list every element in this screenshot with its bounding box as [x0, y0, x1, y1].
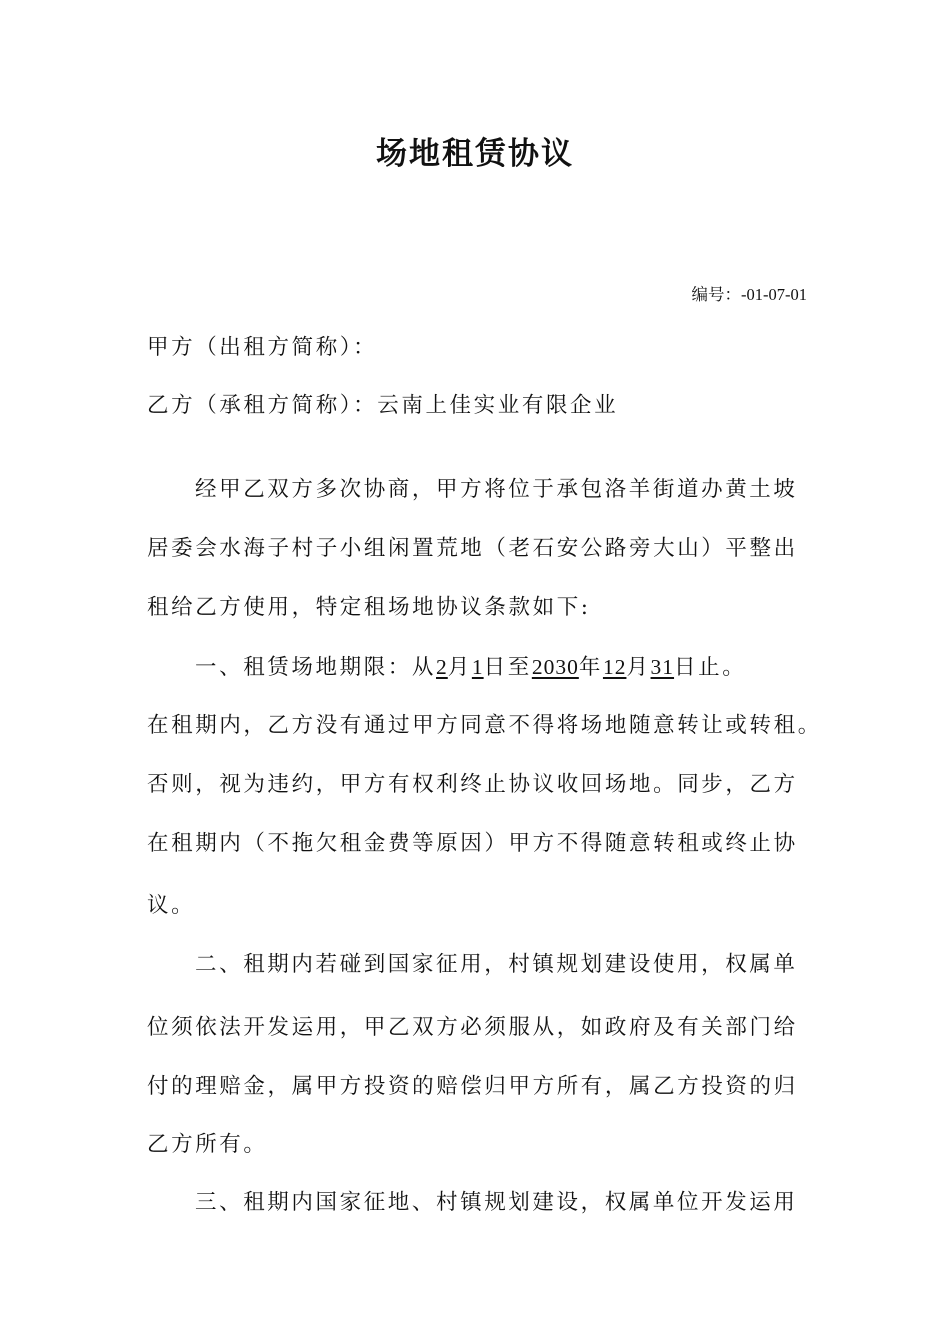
intro-line: 经甲乙双方多次协商，甲方将位于承包洛羊街道办黄土坡 [195, 477, 798, 502]
clause-2-line: 位须依法开发运用，甲乙双方必须服从，如政府及有关部门给 [147, 1015, 798, 1040]
clause-1-text: 月 [626, 655, 651, 680]
clause-1-line: 在租期内（不拖欠租金费等原因）甲方不得随意转租或终止协 [147, 831, 798, 856]
clause-1-prefix: 一、租赁场地期限：从 [195, 655, 437, 680]
party-a-line: 甲方（出租方简称）： [147, 335, 378, 360]
intro-line: 居委会水海子村子小组闲置荒地（老石安公路旁大山）平整出 [147, 536, 798, 561]
end-month-value: 12 [602, 655, 627, 679]
start-day-value: 1 [471, 655, 484, 679]
clause-1-text: 日至 [483, 655, 532, 680]
clause-1-term-line [195, 652, 875, 683]
clause-3-line: 三、租期内国家征地、村镇规划建设，权属单位开发运用 [195, 1190, 798, 1215]
clause-1-suffix: 日止。 [674, 655, 747, 680]
clause-2-line: 乙方所有。 [147, 1132, 268, 1157]
clause-1-line: 否则，视为违约，甲方有权利终止协议收回场地。同步，乙方 [147, 772, 798, 797]
clause-2-line: 付的理赔金，属甲方投资的赔偿归甲方所有，属乙方投资的归 [147, 1074, 798, 1099]
clause-1-text: 月 [447, 655, 472, 680]
start-month-value: 2 [436, 655, 448, 679]
clause-2-line: 二、租期内若碰到国家征用，村镇规划建设使用，权属单 [195, 952, 798, 977]
end-day-value: 31 [650, 655, 675, 679]
clause-1-line: 议。 [147, 893, 196, 918]
clause-1-text: 年 [578, 655, 603, 680]
end-year-value: 2030 [531, 655, 579, 679]
intro-line: 租给乙方使用，特定租场地协议条款如下: [147, 595, 591, 620]
document-title: 场地租赁协议 [376, 136, 574, 172]
clause-1-line: 在租期内，乙方没有通过甲方同意不得将场地随意转让或转租。 [147, 713, 822, 738]
party-b-line: 乙方（承租方简称）：云南上佳实业有限企业 [147, 393, 619, 418]
document-number: 编号：-01-07-01 [691, 285, 807, 304]
